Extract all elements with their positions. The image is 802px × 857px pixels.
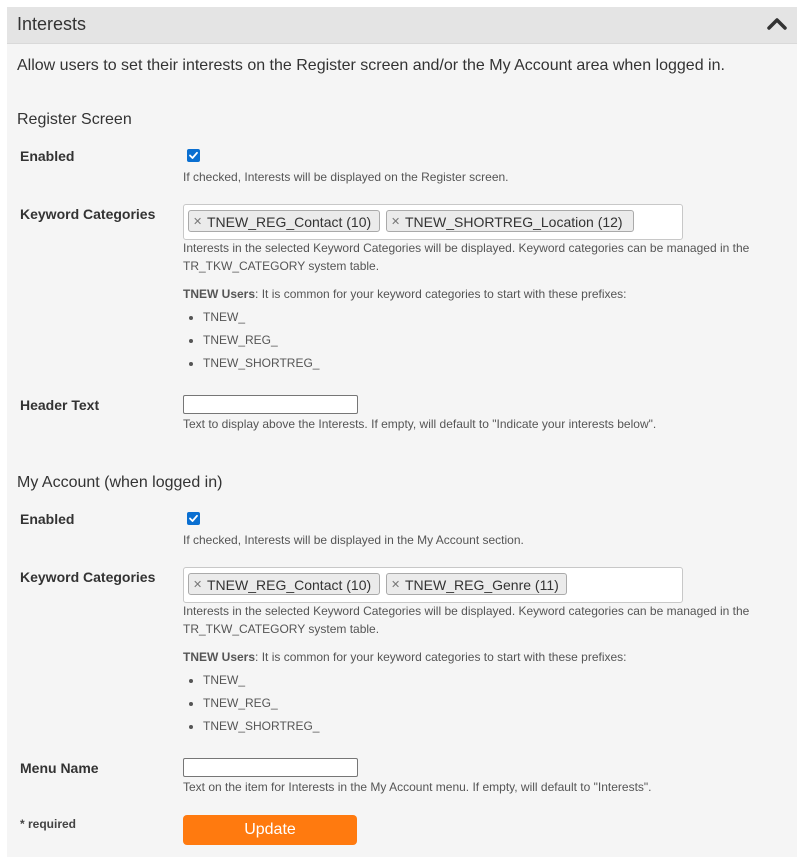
account-keywords-select[interactable] [183, 567, 683, 603]
menu-name-input[interactable] [183, 758, 358, 777]
required-note: * required [20, 817, 77, 831]
register-users-note [183, 285, 783, 303]
register-enabled-label: Enabled [20, 148, 75, 164]
register-enabled-help: If checked, Interests will be displayed on the Register screen. [183, 170, 509, 184]
account-users-note [183, 648, 783, 666]
panel-description: Allow users to set their interests on the Register screen and/or the My Account area when logged in. [17, 57, 725, 74]
account-enabled-label: Enabled [20, 511, 75, 527]
prefix-item: • TNEW_REG_ [203, 694, 319, 717]
keyword-tag-label: TNEW_SHORTREG_Location (12) [405, 214, 623, 230]
account-enabled-checkbox[interactable] [187, 512, 200, 525]
register-keywords-help-line1: Interests in the selected Keyword Categories will be displayed. Keyword categories can be managed in the [183, 241, 750, 255]
prefix-item: • TNEW_SHORTREG_ [203, 354, 319, 377]
account-prefix-list [203, 671, 319, 740]
close-icon[interactable]: ✕ [193, 579, 203, 591]
register-keywords-label: Keyword Categories [20, 206, 156, 222]
users-note-bold: TNEW Users [183, 650, 256, 664]
register-prefix-list [203, 308, 319, 377]
register-keywords-select[interactable] [183, 204, 683, 240]
prefix-item: • TNEW_ [203, 308, 319, 331]
account-keywords-help-line2: TR_TKW_CATEGORY system table. [183, 622, 380, 636]
prefix-item: • TNEW_REG_ [203, 331, 319, 354]
users-note-text: : It is common for your keyword categories to start with these prefixes: [255, 287, 627, 301]
interests-panel [7, 7, 797, 857]
users-note-bold: TNEW Users [183, 287, 256, 301]
register-keywords-help [183, 239, 783, 275]
panel-header[interactable] [7, 7, 797, 44]
keyword-tag-label: TNEW_REG_Genre (11) [405, 577, 559, 593]
register-section-title: Register Screen [17, 111, 132, 128]
close-icon[interactable]: ✕ [391, 216, 401, 228]
account-keywords-label: Keyword Categories [20, 569, 156, 585]
checkmark-icon [188, 513, 199, 524]
keyword-tag [386, 573, 567, 595]
close-icon[interactable]: ✕ [193, 216, 203, 228]
checkmark-icon [188, 150, 199, 161]
register-keywords-help-line2: TR_TKW_CATEGORY system table. [183, 259, 380, 273]
register-enabled-checkbox[interactable] [187, 149, 200, 162]
header-text-label: Header Text [20, 397, 100, 413]
close-icon[interactable]: ✕ [391, 579, 401, 591]
header-text-input[interactable] [183, 395, 358, 414]
prefix-item: • TNEW_ [203, 671, 319, 694]
account-keywords-help-line1: Interests in the selected Keyword Categories will be displayed. Keyword categories can be managed in the [183, 604, 750, 618]
panel-title: Interests [17, 14, 87, 34]
header-text-help: Text to display above the Interests. If empty, will default to "Indicate your interests below". [183, 417, 657, 431]
account-enabled-help: If checked, Interests will be displayed in the My Account section. [183, 533, 524, 547]
keyword-tag [188, 210, 380, 232]
account-section-title: My Account (when logged in) [17, 474, 223, 491]
keyword-tag [188, 573, 380, 595]
chevron-up-icon[interactable] [765, 13, 789, 35]
keyword-tag-label: TNEW_REG_Contact (10) [207, 214, 372, 230]
update-button[interactable]: Update [183, 815, 357, 845]
menu-name-label: Menu Name [20, 760, 99, 776]
keyword-tag-label: TNEW_REG_Contact (10) [207, 577, 372, 593]
prefix-item: • TNEW_SHORTREG_ [203, 717, 319, 740]
users-note-text: : It is common for your keyword categories to start with these prefixes: [255, 650, 627, 664]
account-keywords-help [183, 602, 783, 638]
menu-name-help: Text on the item for Interests in the My Account menu. If empty, will default to "Interests". [183, 780, 652, 794]
keyword-tag [386, 210, 634, 232]
